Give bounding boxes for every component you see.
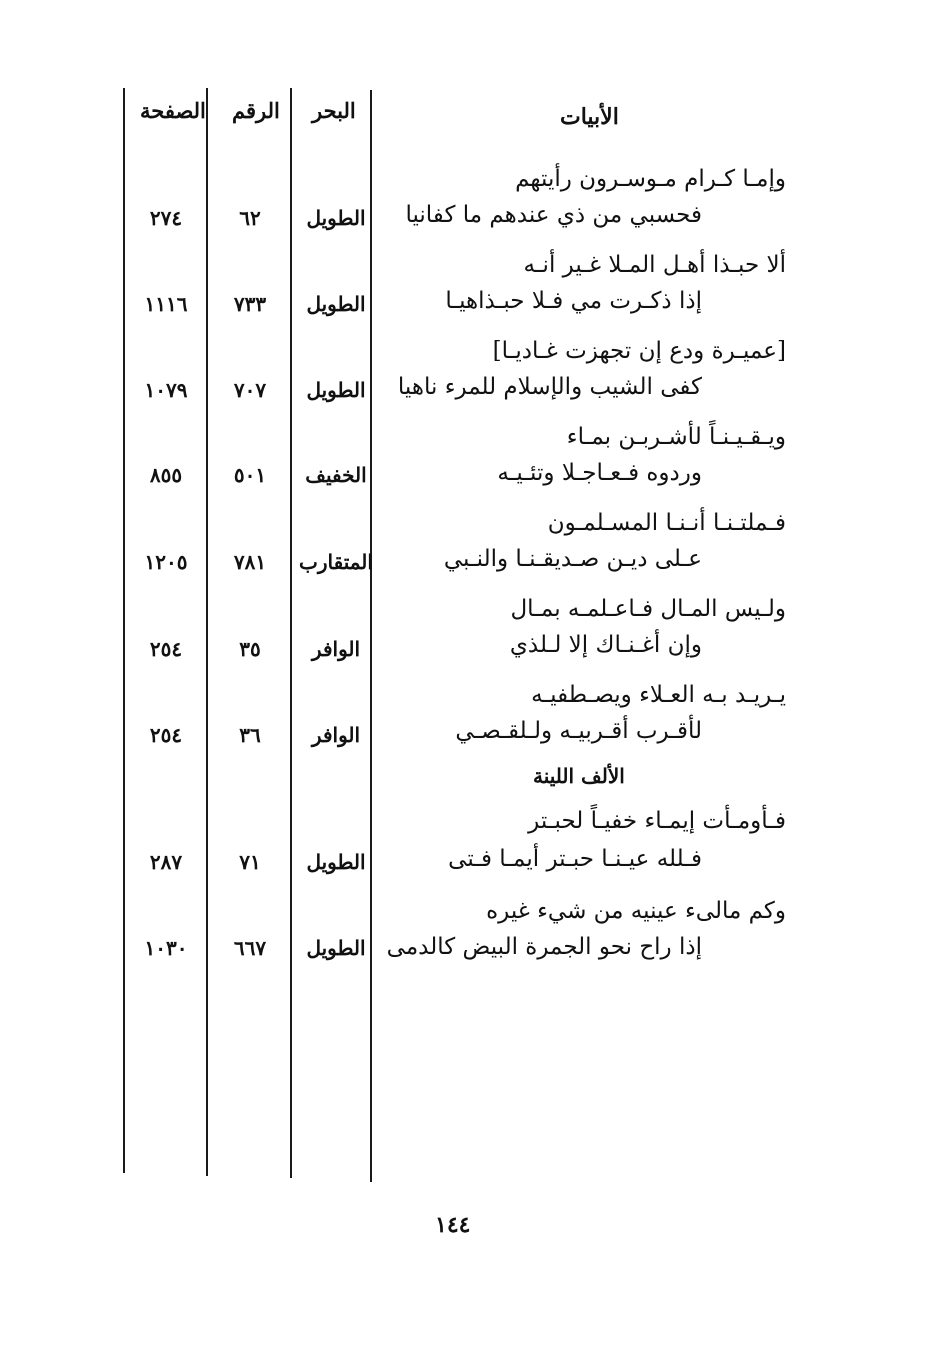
- column-rule-verses: [370, 90, 372, 1182]
- column-rule-meter: [290, 88, 292, 1178]
- page-cell: ١٢٠٥: [144, 550, 188, 574]
- verse-line-second: وردوه فـعـاجـلا وتئـيـه: [497, 460, 702, 486]
- page-cell: ١٠٣٠: [144, 936, 188, 960]
- header-number: الرقم: [232, 98, 280, 123]
- verse-line-first: يـريـد بـه العـلاء ويصـطفيـه: [531, 682, 786, 708]
- number-cell: ٥٠١: [233, 463, 267, 487]
- verse-line-first: ولـيس المـال فـاعـلمـه بمـال: [510, 596, 786, 622]
- verse-line-first: وإمـا كـرام مـوسـرون رأيتهم: [515, 166, 786, 192]
- verse-line-second: فـلله عيـنـا حبـتر أيمـا فـتى: [448, 846, 702, 872]
- page-number: ١٤٤: [435, 1212, 471, 1238]
- number-cell: ٣٦: [239, 723, 261, 747]
- section-heading: الألف اللينة: [533, 764, 625, 788]
- header-meter: البحر: [312, 98, 356, 123]
- verse-line-second: كفى الشيب والإسلام للمرء ناهيا: [397, 374, 702, 400]
- meter-cell: الوافر: [311, 723, 361, 747]
- verse-line-second: إذا راح نحو الجمرة البيض كالدمى: [386, 934, 702, 960]
- number-cell: ٣٥: [239, 637, 261, 661]
- number-cell: ٧١: [239, 850, 261, 874]
- page-cell: ٢٧٤: [149, 206, 183, 230]
- verse-line-first: وكم مالىء عينيه من شيء غيره: [486, 898, 786, 924]
- meter-cell: الطويل: [306, 378, 366, 402]
- verse-line-first: فـأومـأت إيمـاء خفيـاً لحبـتر: [528, 808, 786, 834]
- column-rule-number: [206, 88, 208, 1176]
- number-cell: ٧٣٣: [233, 292, 267, 316]
- verse-line-first: فـملتـنـا أنـنـا المسـلمـون: [547, 510, 786, 536]
- meter-cell: الخفيف: [305, 463, 367, 487]
- verse-line-first: ألا حبـذا أهـل المـلا غـير أنـه: [523, 252, 786, 278]
- column-rule-page: [123, 88, 125, 1173]
- meter-cell: الوافر: [311, 637, 361, 661]
- number-cell: ٧٠٧: [233, 378, 267, 402]
- page-cell: ٢٥٤: [149, 637, 183, 661]
- page-cell: ١١١٦: [144, 292, 188, 316]
- verse-line-second: لأقـرب أقـربيـه ولـلقـصـي: [455, 718, 702, 744]
- header-page: الصفحة: [140, 98, 206, 123]
- meter-cell: المتقارب: [299, 550, 373, 574]
- verse-line-first: ويـقـيـنـاً لأشـربـن بمـاء: [566, 424, 786, 450]
- verse-line-second: إذا ذكـرت مي فـلا حبـذاهيـا: [445, 288, 702, 314]
- meter-cell: الطويل: [306, 206, 366, 230]
- number-cell: ٦٦٧: [233, 936, 267, 960]
- number-cell: ٦٢: [239, 206, 261, 230]
- header-verses: الأبيات: [560, 104, 619, 130]
- meter-cell: الطويل: [306, 292, 366, 316]
- page-cell: ٢٨٧: [149, 850, 183, 874]
- verse-line-first: [عميـرة ودع إن تجهزت غـاديـا]: [492, 338, 786, 364]
- number-cell: ٧٨١: [233, 550, 267, 574]
- verse-line-second: وإن أغـنـاك إلا لـلذي: [509, 632, 702, 658]
- page-cell: ١٠٧٩: [144, 378, 188, 402]
- page-cell: ٢٥٤: [149, 723, 183, 747]
- meter-cell: الطويل: [306, 936, 366, 960]
- page-cell: ٨٥٥: [149, 463, 183, 487]
- verse-line-second: فحسبي من ذي عندهم ما كفانيا: [405, 202, 702, 228]
- meter-cell: الطويل: [306, 850, 366, 874]
- verse-line-second: عـلى ديـن صـديقـنـا والنـبي: [443, 546, 702, 572]
